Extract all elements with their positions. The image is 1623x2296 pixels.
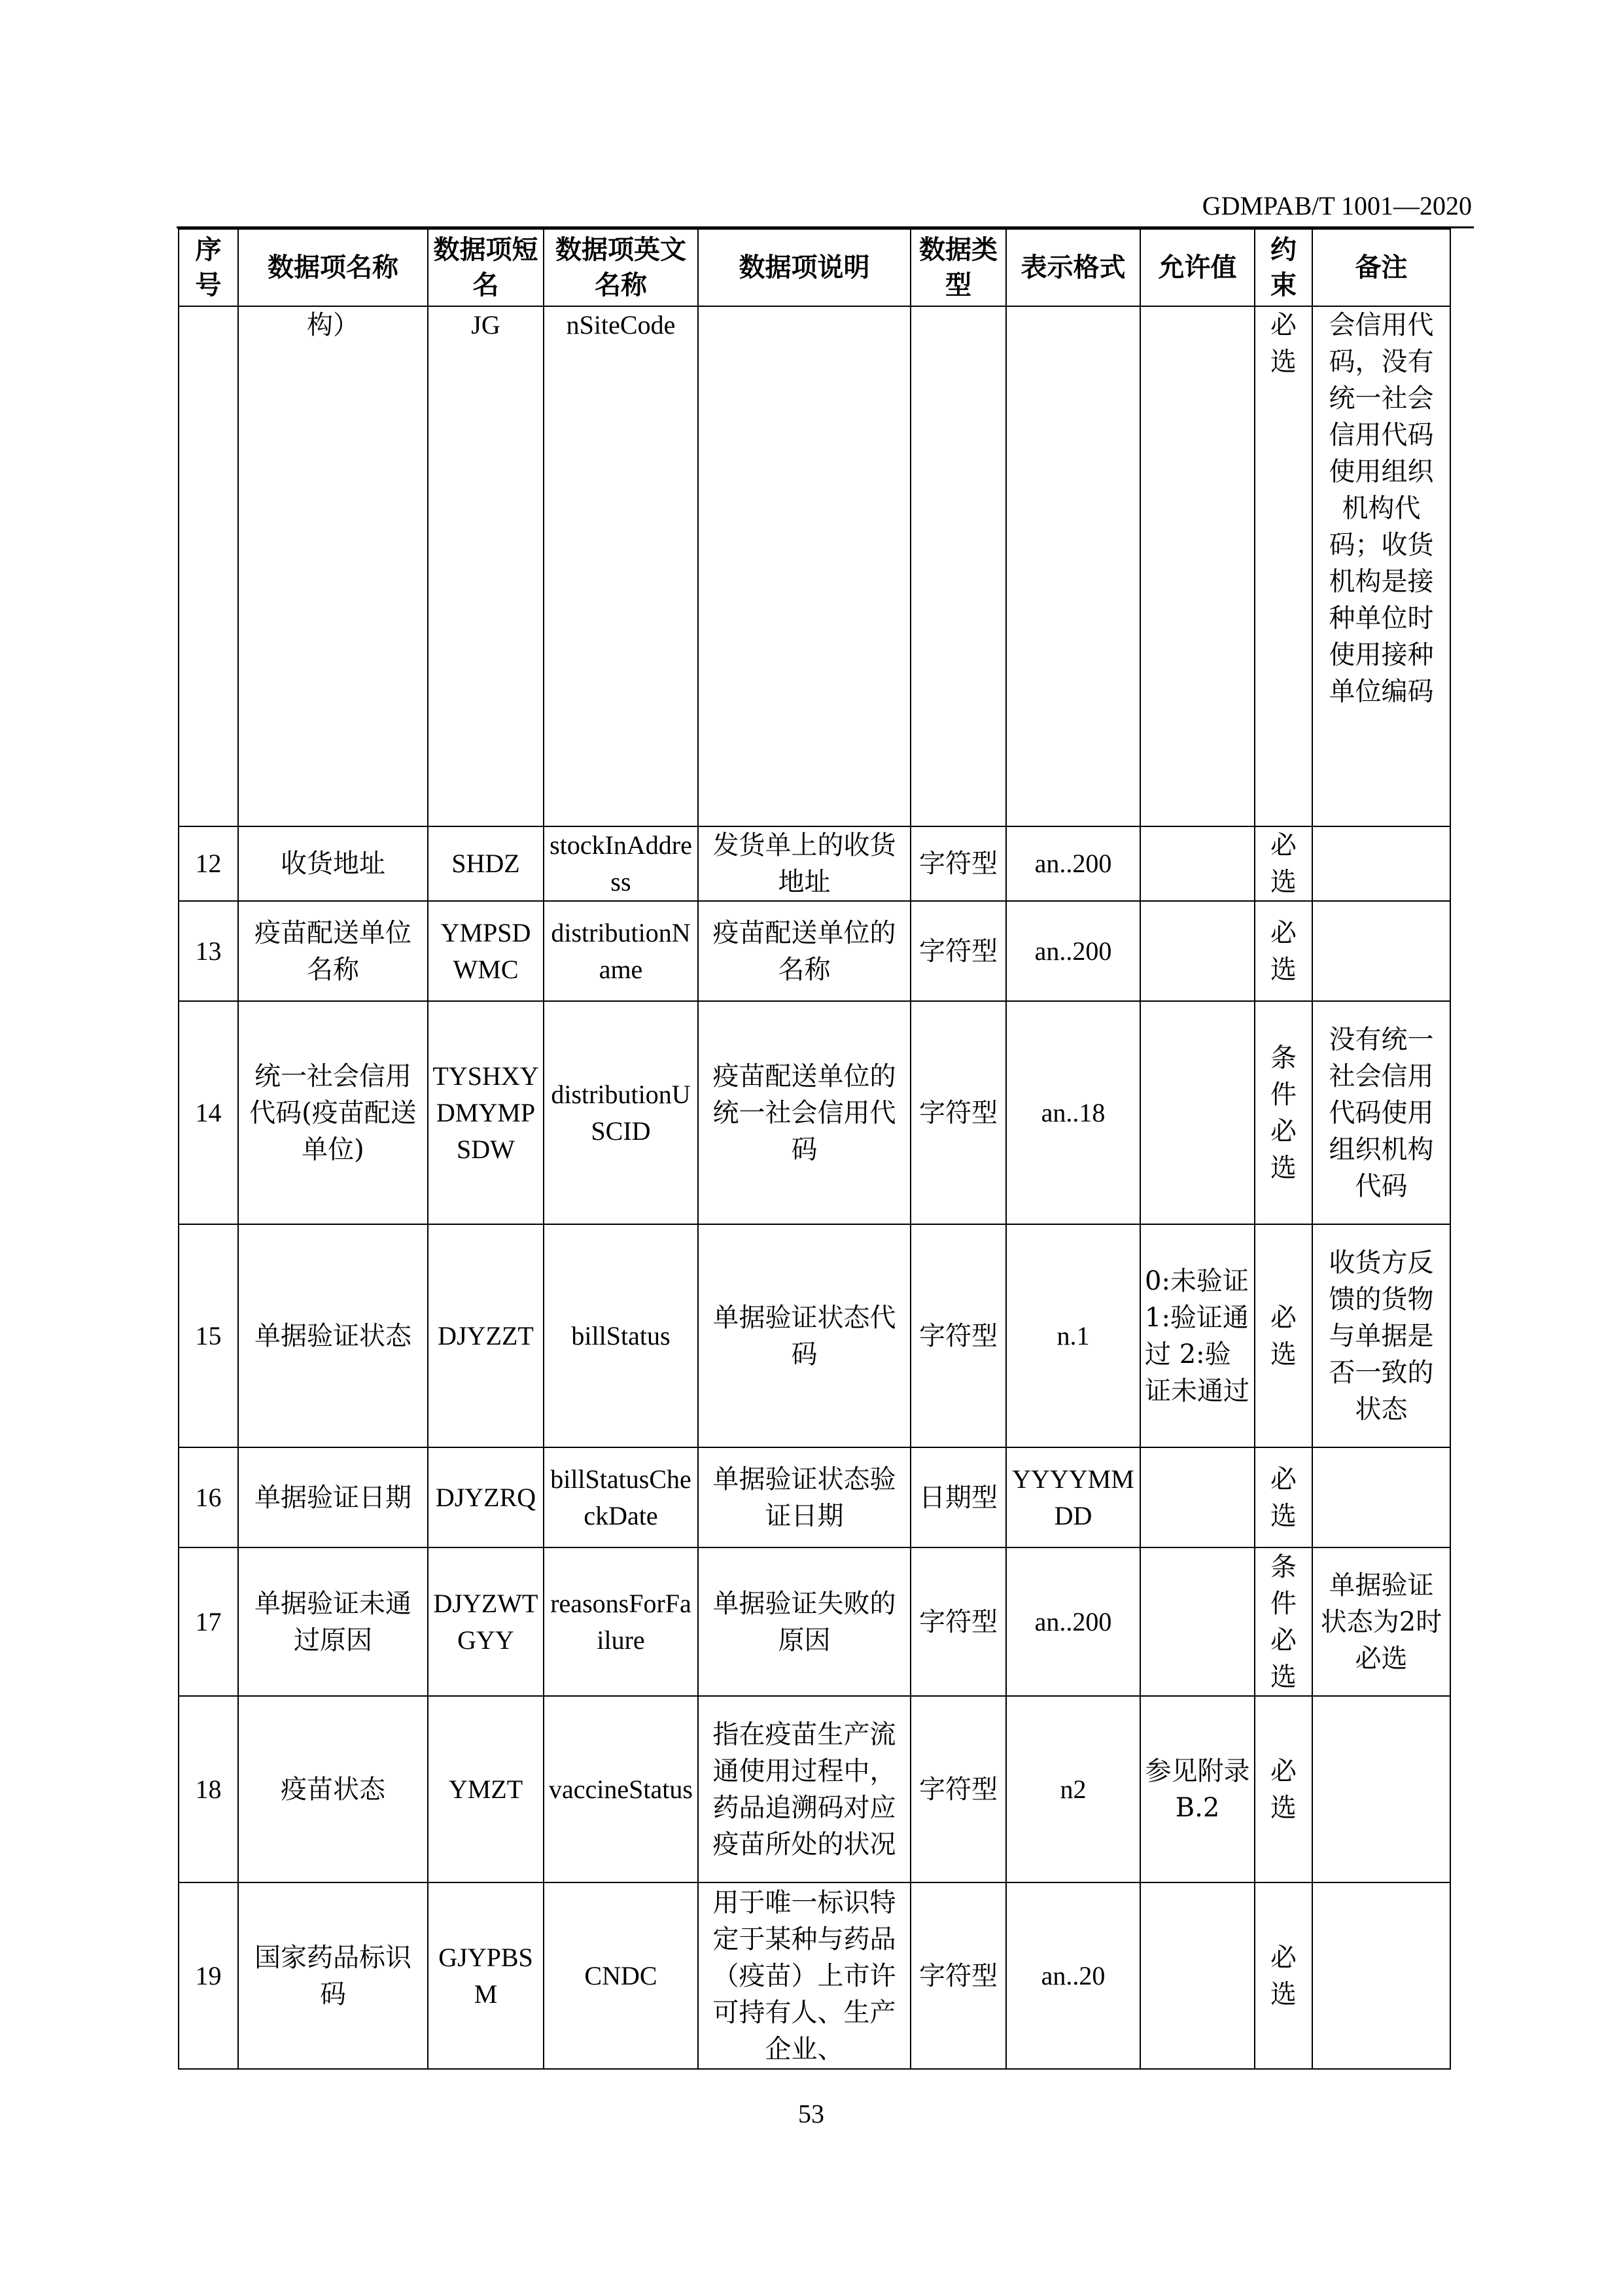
cell-description: 指在疫苗生产流通使用过程中，药品追溯码对应疫苗所处的状况 <box>698 1696 911 1882</box>
cell-format: an..200 <box>1006 826 1140 901</box>
cell-allowed-values <box>1140 826 1255 901</box>
column-header-format: 表示格式 <box>1006 229 1140 306</box>
cell-description <box>698 306 911 826</box>
cell-remarks <box>1312 1882 1450 2069</box>
column-header-seq: 序号 <box>179 229 238 306</box>
cell-english-name: distributionUSCID <box>544 1001 698 1224</box>
cell-english-name: billStatus <box>544 1224 698 1447</box>
cell-remarks: 单据验证状态为2时必选 <box>1312 1547 1450 1696</box>
cell-short-name: YMZT <box>428 1696 544 1882</box>
cell-english-name: vaccineStatus <box>544 1696 698 1882</box>
cell-item-name: 单据验证日期 <box>238 1447 428 1547</box>
cell-seq: 14 <box>179 1001 238 1224</box>
cell-seq <box>179 306 238 826</box>
column-header-item-name: 数据项名称 <box>238 229 428 306</box>
cell-item-name: 疫苗状态 <box>238 1696 428 1882</box>
cell-item-name: 疫苗配送单位名称 <box>238 901 428 1001</box>
cell-remarks <box>1312 1696 1450 1882</box>
cell-short-name: YMPSDWMC <box>428 901 544 1001</box>
cell-format: an..20 <box>1006 1882 1140 2069</box>
cell-remarks: 会信用代码，没有统一社会信用代码使用组织机构代码；收货机构是接种单位时使用接种单位编码 <box>1312 306 1450 826</box>
column-header-allowed-values: 允许值 <box>1140 229 1255 306</box>
cell-item-name: 统一社会信用代码(疫苗配送单位) <box>238 1001 428 1224</box>
cell-remarks: 收货方反馈的货物与单据是否一致的状态 <box>1312 1224 1450 1447</box>
cell-remarks <box>1312 826 1450 901</box>
table-row <box>179 1001 1450 1224</box>
cell-format: n2 <box>1006 1696 1140 1882</box>
cell-format: n.1 <box>1006 1224 1140 1447</box>
cell-item-name: 构） <box>238 306 428 826</box>
cell-english-name: distributionName <box>544 901 698 1001</box>
cell-item-name: 单据验证状态 <box>238 1224 428 1447</box>
cell-data-type: 日期型 <box>911 1447 1006 1547</box>
column-header-description: 数据项说明 <box>698 229 911 306</box>
cell-constraint: 必选 <box>1255 1882 1312 2069</box>
cell-data-type: 字符型 <box>911 901 1006 1001</box>
cell-format: an..200 <box>1006 901 1140 1001</box>
cell-data-type: 字符型 <box>911 1001 1006 1224</box>
cell-item-name: 收货地址 <box>238 826 428 901</box>
cell-item-name: 单据验证未通过原因 <box>238 1547 428 1696</box>
cell-constraint: 条件必选 <box>1255 1001 1312 1224</box>
cell-data-type: 字符型 <box>911 1224 1006 1447</box>
cell-allowed-values <box>1140 1882 1255 2069</box>
cell-seq: 16 <box>179 1447 238 1547</box>
table-row <box>179 1547 1450 1696</box>
cell-seq: 12 <box>179 826 238 901</box>
cell-constraint: 必选 <box>1255 826 1312 901</box>
cell-description: 单据验证状态验证日期 <box>698 1447 911 1547</box>
cell-seq: 17 <box>179 1547 238 1696</box>
table-row <box>179 1447 1450 1547</box>
cell-english-name: billStatusCheckDate <box>544 1447 698 1547</box>
column-header-short-name: 数据项短名 <box>428 229 544 306</box>
cell-short-name: JG <box>428 306 544 826</box>
cell-constraint: 必选 <box>1255 1447 1312 1547</box>
table-row <box>179 826 1450 901</box>
cell-format <box>1006 306 1140 826</box>
cell-allowed-values <box>1140 1547 1255 1696</box>
cell-constraint: 必选 <box>1255 306 1312 826</box>
cell-data-type: 字符型 <box>911 1696 1006 1882</box>
cell-seq: 15 <box>179 1224 238 1447</box>
cell-allowed-values: 0:未验证 1:验证通过 2:验证未通过 <box>1140 1224 1255 1447</box>
column-header-data-type: 数据类型 <box>911 229 1006 306</box>
table-row <box>179 901 1450 1001</box>
page-number: 53 <box>798 2099 824 2128</box>
cell-constraint: 必选 <box>1255 1696 1312 1882</box>
cell-data-type <box>911 306 1006 826</box>
cell-short-name: TYSHXYDMYMPSDW <box>428 1001 544 1224</box>
table-row <box>179 1224 1450 1447</box>
column-header-english-name: 数据项英文名称 <box>544 229 698 306</box>
table-row <box>179 306 1450 826</box>
cell-data-type: 字符型 <box>911 826 1006 901</box>
cell-remarks <box>1312 1447 1450 1547</box>
cell-remarks <box>1312 901 1450 1001</box>
table-row <box>179 1696 1450 1882</box>
cell-english-name: nSiteCode <box>544 306 698 826</box>
cell-short-name: DJYZRQ <box>428 1447 544 1547</box>
cell-description: 疫苗配送单位的统一社会信用代码 <box>698 1001 911 1224</box>
document-code: GDMPAB/T 1001—2020 <box>1202 191 1472 221</box>
cell-english-name: stockInAddress <box>544 826 698 901</box>
cell-seq: 18 <box>179 1696 238 1882</box>
cell-format: YYYYMMDD <box>1006 1447 1140 1547</box>
cell-remarks: 没有统一社会信用代码使用组织机构代码 <box>1312 1001 1450 1224</box>
cell-allowed-values: 参见附录B.2 <box>1140 1696 1255 1882</box>
cell-english-name: reasonsForFailure <box>544 1547 698 1696</box>
cell-short-name: GJYPBSM <box>428 1882 544 2069</box>
cell-seq: 19 <box>179 1882 238 2069</box>
cell-short-name: DJYZWTGYY <box>428 1547 544 1696</box>
cell-constraint: 条件必选 <box>1255 1547 1312 1696</box>
cell-constraint: 必选 <box>1255 1224 1312 1447</box>
cell-seq: 13 <box>179 901 238 1001</box>
cell-description: 单据验证状态代码 <box>698 1224 911 1447</box>
column-header-remarks: 备注 <box>1312 229 1450 306</box>
cell-data-type: 字符型 <box>911 1547 1006 1696</box>
cell-short-name: SHDZ <box>428 826 544 901</box>
cell-constraint: 必选 <box>1255 901 1312 1001</box>
cell-description: 发货单上的收货地址 <box>698 826 911 901</box>
cell-description: 用于唯一标识特定于某种与药品（疫苗）上市许可持有人、生产企业、 <box>698 1882 911 2069</box>
cell-format: an..200 <box>1006 1547 1140 1696</box>
table-header-row <box>179 229 1450 306</box>
cell-allowed-values <box>1140 1001 1255 1224</box>
table-row <box>179 1882 1450 2069</box>
data-item-table <box>178 228 1451 2070</box>
column-header-constraint: 约束 <box>1255 229 1312 306</box>
cell-allowed-values <box>1140 306 1255 826</box>
cell-description: 疫苗配送单位的名称 <box>698 901 911 1001</box>
cell-data-type: 字符型 <box>911 1882 1006 2069</box>
cell-description: 单据验证失败的原因 <box>698 1547 911 1696</box>
cell-english-name: CNDC <box>544 1882 698 2069</box>
cell-short-name: DJYZZT <box>428 1224 544 1447</box>
cell-format: an..18 <box>1006 1001 1140 1224</box>
cell-item-name: 国家药品标识码 <box>238 1882 428 2069</box>
cell-allowed-values <box>1140 1447 1255 1547</box>
cell-allowed-values <box>1140 901 1255 1001</box>
